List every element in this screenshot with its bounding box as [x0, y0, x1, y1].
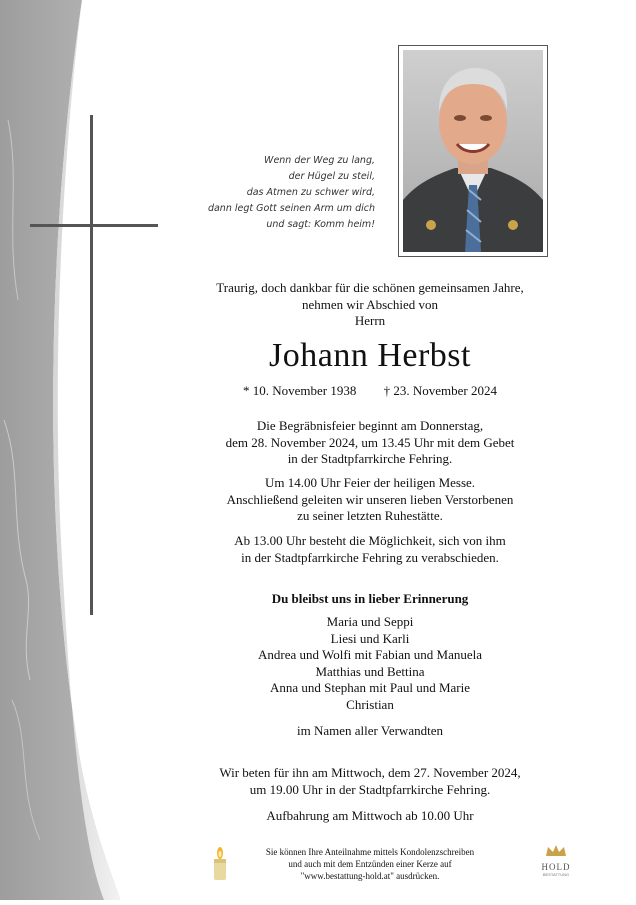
- death-date: † 23. November 2024: [383, 383, 497, 398]
- family-member: Christian: [346, 696, 394, 712]
- family-member: Liesi und Karli: [330, 630, 410, 646]
- decorative-side-panel: [0, 0, 160, 900]
- logo-text: HOLD: [541, 862, 571, 872]
- marble-panel-graphic: [0, 0, 160, 900]
- family-member: Matthias und Bettina: [315, 663, 425, 679]
- farewell-paragraph: [160, 533, 580, 566]
- condolence-note: [230, 846, 510, 882]
- viewing-info: Aufbahrung am Mittwoch ab 10.00 Uhr: [266, 808, 474, 823]
- cross-horizontal-bar: [30, 224, 158, 227]
- prayer-line: Wir beten für ihn am Mittwoch, dem 27. November 2024,: [219, 765, 521, 780]
- intro-text: [160, 280, 580, 330]
- family-member: Anna und Stephan mit Paul und Marie: [269, 680, 471, 695]
- quote-line: dann legt Gott seinen Arm um dich: [207, 203, 375, 214]
- ceremony-paragraph: [160, 418, 580, 468]
- quote-line: der Hügel zu steil,: [288, 171, 375, 182]
- condolence-line: Sie können Ihre Anteilnahme mittels Kondolenzschreiben: [265, 847, 475, 857]
- prayer-line: um 19.00 Uhr in der Stadtpfarrkirche Fehring.: [249, 781, 491, 797]
- mass-line: zu seiner letzten Ruhestätte.: [297, 508, 443, 523]
- quote-line: und sagt: Komm heim!: [266, 219, 375, 230]
- deceased-name: Johann Herbst: [269, 337, 471, 374]
- condolence-line: "www.bestattung-hold.at" ausdrücken.: [300, 871, 440, 881]
- intro-line: Traurig, doch dankbar für die schönen gemeinsamen Jahre,: [216, 280, 524, 295]
- intro-line: Herrn: [354, 313, 386, 328]
- candle-icon: [212, 846, 228, 885]
- life-dates: [160, 383, 580, 400]
- crown-icon: [544, 844, 568, 858]
- condolence-line: und auch mit dem Entzünden einer Kerze auf: [288, 859, 452, 869]
- family-member: Maria und Seppi: [326, 614, 414, 629]
- quote-line: Wenn der Weg zu lang,: [264, 155, 375, 166]
- mass-paragraph: [160, 475, 580, 525]
- portrait-image: [403, 50, 543, 252]
- prayer-paragraph: [160, 765, 580, 798]
- funeral-home-logo: [538, 844, 574, 877]
- quote-block: [190, 153, 375, 233]
- relatives-line: im Namen aller Verwandten: [297, 723, 443, 738]
- family-list: [160, 614, 580, 713]
- quote-line: das Atmen zu schwer wird,: [246, 187, 375, 198]
- portrait-photo: [398, 45, 548, 257]
- cross-vertical-bar: [90, 115, 93, 615]
- memory-heading: Du bleibst uns in lieber Erinnerung: [271, 591, 469, 606]
- ceremony-line: in der Stadtpfarrkirche Fehring.: [287, 451, 453, 466]
- farewell-line: Ab 13.00 Uhr besteht die Möglichkeit, sich von ihm: [234, 533, 506, 548]
- farewell-line: in der Stadtpfarrkirche Fehring zu verabschieden.: [241, 549, 499, 565]
- family-member: Andrea und Wolfi mit Fabian und Manuela: [257, 647, 482, 662]
- intro-line: nehmen wir Abschied von: [301, 296, 439, 312]
- mass-line: Anschließend geleiten wir unseren lieben Verstorbenen: [226, 491, 514, 507]
- ceremony-line: Die Begräbnisfeier beginnt am Donnerstag,: [256, 418, 484, 433]
- mass-line: Um 14.00 Uhr Feier der heiligen Messe.: [264, 475, 476, 490]
- birth-date: * 10. November 1938: [243, 383, 357, 398]
- logo-subtext: BESTATTUNG: [542, 872, 570, 877]
- ceremony-line: dem 28. November 2024, um 13.45 Uhr mit dem Gebet: [225, 434, 515, 450]
